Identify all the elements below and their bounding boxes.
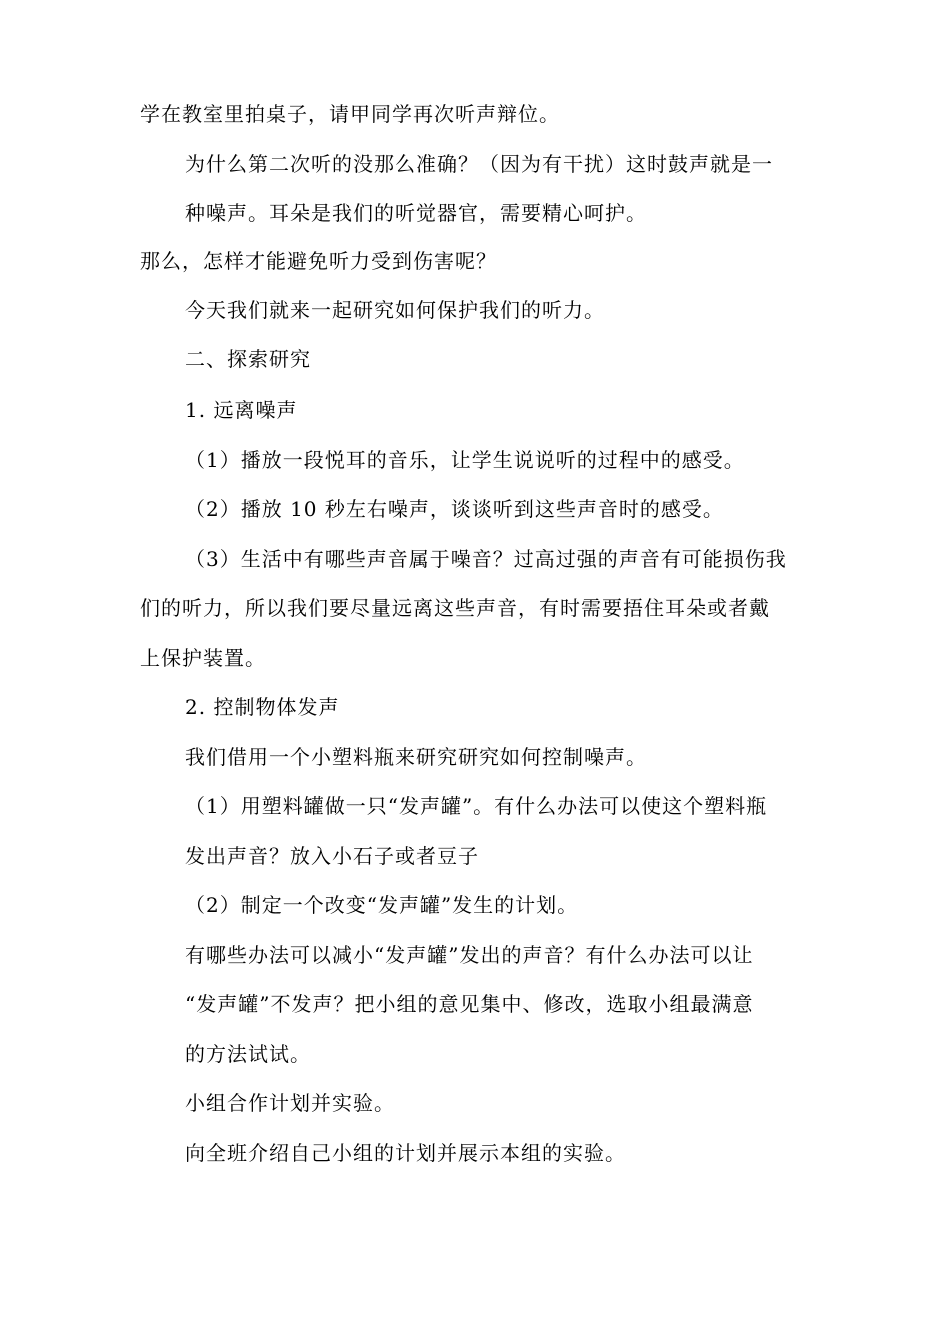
text-line: 今天我们就来一起研究如何保护我们的听力。 [185,298,605,322]
section-heading: 二、探索研究 [185,347,311,371]
text-line: （2）播放 10 秒左右噪声，谈谈听到这些声音时的感受。 [185,497,724,521]
text-line: 种噪声。耳朵是我们的听觉器官，需要精心呵护。 [185,201,647,225]
subsection-heading: 2. 控制物体发声 [185,695,340,719]
text-line: 我们借用一个小塑料瓶来研究研究如何控制噪声。 [185,745,647,769]
text-line: （2）制定一个改变“发声罐”发生的计划。 [185,893,579,917]
text-line: 上保护装置。 [140,646,266,670]
text-line: 有哪些办法可以减小“发声罐”发出的声音？有什么办法可以让 [185,943,754,967]
text-line: 学在教室里拍桌子，请甲同学再次听声辩位。 [140,102,560,126]
text-line: 发出声音？放入小石子或者豆子 [185,844,479,868]
text-line: 那么，怎样才能避免听力受到伤害呢？ [140,249,497,273]
text-line: （3）生活中有哪些声音属于噪音？过高过强的声音有可能损伤我 [185,547,787,571]
text-line: （1）用塑料罐做一只“发声罐”。有什么办法可以使这个塑料瓶 [185,794,768,818]
text-line: （1）播放一段悦耳的音乐，让学生说说听的过程中的感受。 [185,448,745,472]
text-line: 们的听力，所以我们要尽量远离这些声音，有时需要捂住耳朵或者戴 [140,596,770,620]
text-line: 小组合作计划并实验。 [185,1091,395,1115]
text-line: “发声罐”不发声？把小组的意见集中、修改，选取小组最满意 [185,992,754,1016]
text-line: 向全班介绍自己小组的计划并展示本组的实验。 [185,1141,626,1165]
text-line: 的方法试试。 [185,1042,311,1066]
subsection-heading: 1. 远离噪声 [185,398,298,422]
text-line: 为什么第二次听的没那么准确？（因为有干扰）这时鼓声就是一 [185,152,773,176]
